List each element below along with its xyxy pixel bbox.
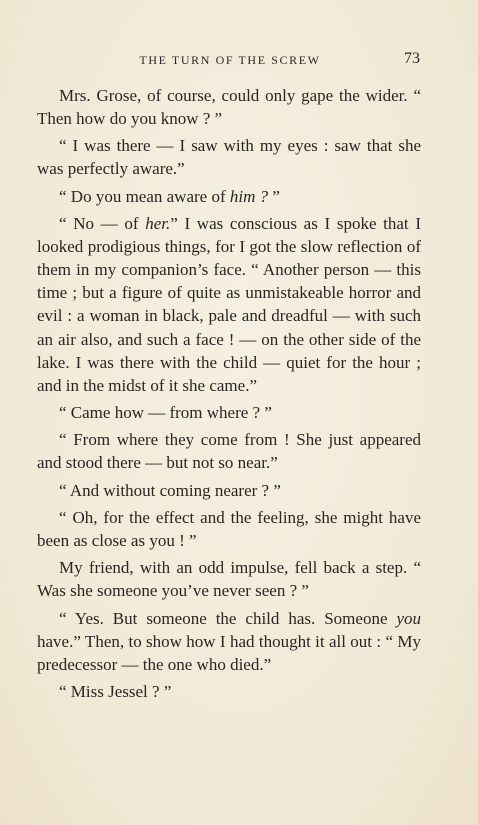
running-title: THE TURN OF THE SCREW (139, 53, 321, 67)
paragraph (37, 607, 421, 676)
paragraph-text: “ From where they come from ! She just appeared and stood there — but not so near.” (37, 430, 421, 473)
paragraph (37, 401, 421, 424)
paragraph-text: “ No — of (59, 214, 146, 234)
paragraph (37, 428, 421, 474)
paragraph-text: “ Miss Jessel ? ” (59, 682, 172, 702)
paragraph (37, 556, 421, 602)
paragraph-text: ” (268, 186, 280, 206)
paragraph (37, 185, 421, 208)
paragraph-text: “ And without coming nearer ? ” (59, 480, 281, 500)
paragraph (37, 212, 421, 397)
paragraph (37, 84, 421, 130)
paragraph-text: have.” Then, to show how I had thought it all out : “ My predecessor — the one who died.” (37, 631, 421, 674)
paragraph-text: “ Came how — from where ? ” (59, 402, 272, 422)
emphasis-you: you (396, 608, 421, 628)
emphasis-her: her. (145, 214, 171, 234)
paragraph (37, 134, 421, 180)
paragraph-text: ” I was conscious as I spoke that I looked prodigious things, for I got the slow reflection of them in my companion’s face. “ Another person — this time ; but a figure of quite as unmistakeable horror and evil : a woman in black, pale and dreadful — with such an air also, and such a face ! — on the other side of the lake. I was there with the child — quiet for the hour ; and in the midst of it she came.” (37, 214, 421, 395)
paragraph (37, 479, 421, 502)
paragraph-text: “ Yes. But someone the child has. Someone (59, 608, 397, 628)
paragraph-text: My friend, with an odd impulse, fell back a step. “ Was she someone you’ve never seen ? ” (37, 558, 421, 601)
paragraph-text: “ I was there — I saw with my eyes : saw that she was perfectly aware.” (37, 136, 421, 179)
paragraph-text: Mrs. Grose, of course, could only gape the wider. “ Then how do you know ? ” (37, 86, 421, 129)
paragraph-text: “ Do you mean aware of (59, 186, 230, 206)
paragraph-text: “ Oh, for the effect and the feeling, she might have been as close as you ! ” (37, 507, 421, 550)
page-number: 73 (404, 50, 420, 67)
paragraph (37, 680, 421, 703)
page-header (40, 50, 420, 70)
body-text (37, 84, 421, 707)
paragraph (37, 506, 421, 552)
emphasis-him: him ? (229, 186, 269, 206)
